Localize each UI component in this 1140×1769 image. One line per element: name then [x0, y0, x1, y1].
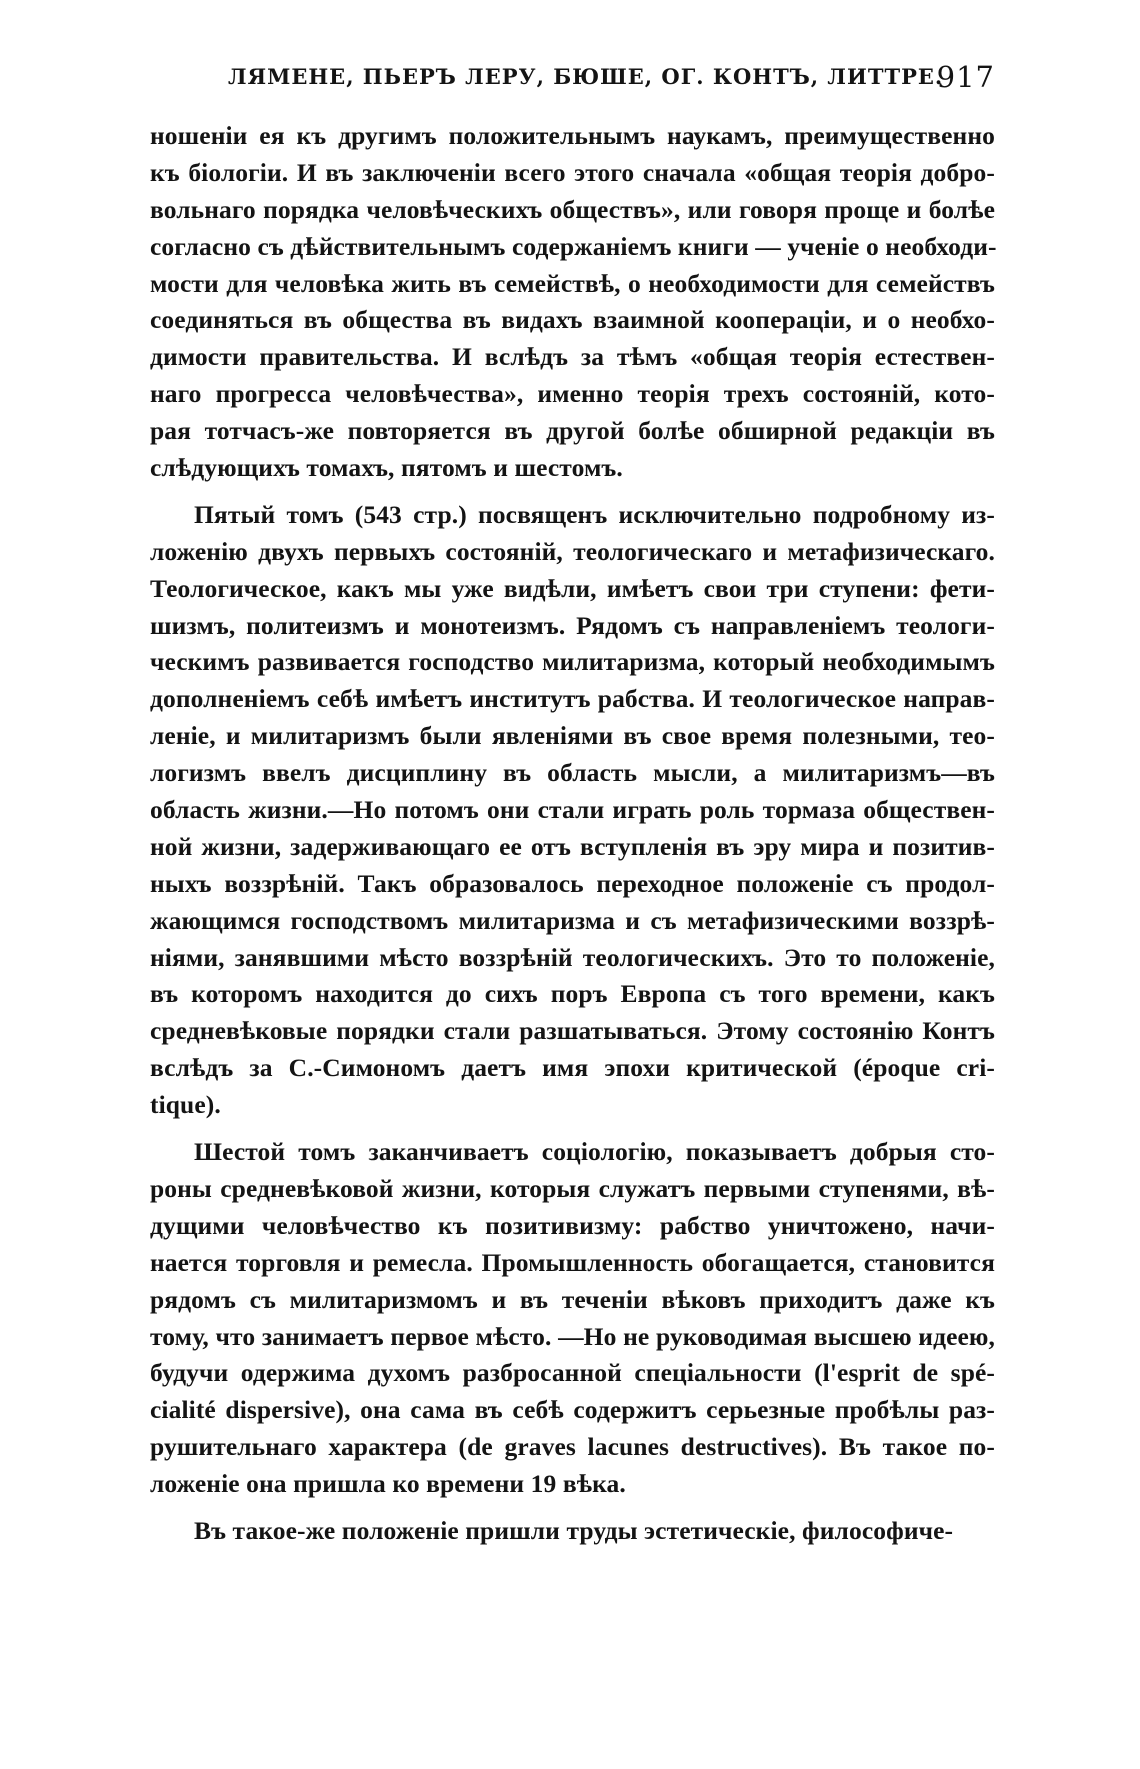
text-line: дополненіемъ себѣ имѣетъ институтъ рабства. И теологическое направ- [150, 684, 995, 714]
text-line: ческимъ развивается господство милитаризма, который необходимымъ [150, 647, 995, 677]
body-text [150, 118, 995, 1550]
text-line: рядомъ съ милитаризмомъ и въ теченіи вѣковъ приходитъ даже къ [150, 1284, 995, 1314]
text-line: Теологическое, какъ мы уже видѣли, имѣетъ свои три ступени: фети- [150, 573, 995, 603]
text-line: ложенію двухъ первыхъ состояній, теологическаго и метафизическаго. [150, 536, 995, 566]
paragraph [150, 1134, 995, 1503]
page-number: 917 [936, 60, 995, 94]
text-line: мости для человѣка жить въ семействѣ, о необходимости для семействъ [150, 268, 995, 298]
page-header [150, 60, 995, 100]
paragraph [150, 118, 995, 487]
text-line: tique). [150, 1090, 221, 1120]
paragraph [150, 497, 995, 1124]
text-line: димости правительства. И вслѣдъ за тѣмъ «общая теорія естествен- [150, 342, 995, 372]
text-line: наго прогресса человѣчества», именно теорія трехъ состояній, кото- [150, 379, 995, 409]
text-line: въ которомъ находится до сихъ поръ Европа съ того времени, какъ [150, 979, 995, 1009]
text-line: роны средневѣковой жизни, которыя служатъ первыми ступенями, вѣ- [150, 1173, 995, 1203]
text-line: согласно съ дѣйствительнымъ содержаніемъ книги — ученіе о необходи- [150, 231, 997, 261]
text-line: Шестой томъ заканчиваетъ соціологію, показываетъ добрыя сто- [194, 1137, 995, 1167]
text-line: ныхъ воззрѣній. Такъ образовалось переходное положеніе съ продол- [150, 868, 995, 898]
text-line: ной жизни, задерживающаго ее отъ вступленія въ эру мира и позитив- [150, 831, 995, 861]
text-line: шизмъ, политеизмъ и монотеизмъ. Рядомъ съ направленіемъ теологи- [150, 610, 995, 640]
text-line: рая тотчасъ-же повторяется въ другой болѣе обширной редакціи въ [150, 416, 995, 446]
paragraph [150, 1513, 995, 1550]
text-line: тому, что занимаетъ первое мѣсто. —Но не руководимая высшею идеею, [150, 1321, 995, 1351]
text-line: логизмъ ввелъ дисциплину въ область мысли, а милитаризмъ—въ [150, 758, 995, 788]
text-line: ложеніе она пришла ко времени 19 вѣка. [150, 1469, 626, 1499]
text-line: cialité dispersive), она сама въ себѣ содержитъ серьезные пробѣлы раз- [150, 1395, 995, 1425]
text-line: Въ такое-же положеніе пришли труды эстетическіе, философиче- [194, 1515, 954, 1545]
text-line: область жизни.—Но потомъ они стали играть роль тормаза обществен- [150, 795, 995, 825]
text-line: жающимся господствомъ милитаризма и съ метафизическими воззрѣ- [150, 905, 995, 935]
text-line: ніями, занявшими мѣсто воззрѣній теологическихъ. Это то положеніе, [150, 942, 995, 972]
text-line: вольнаго порядка человѣческихъ обществъ», или говоря проще и болѣе [150, 194, 995, 224]
text-line: къ біологіи. И въ заключеніи всего этого сначала «общая теорія добро- [150, 157, 995, 187]
text-line: слѣдующихъ томахъ, пятомъ и шестомъ. [150, 453, 623, 483]
text-line: дущими человѣчество къ позитивизму: рабство уничтожено, начи- [150, 1210, 995, 1240]
text-line: вслѣдъ за С.-Симономъ даетъ имя эпохи критической (époque cri- [150, 1053, 995, 1083]
text-line: соединяться въ общества въ видахъ взаимной коопераціи, и о необхо- [150, 305, 995, 335]
running-head: ЛЯМЕНЕ, ПЬЕРЪ ЛЕРУ, БЮШЕ, ОГ. КОНТЪ, ЛИТТРЕ. [228, 64, 944, 89]
text-line: нается торговля и ремесла. Промышленность обогащается, становится [150, 1247, 995, 1277]
text-line: леніе, и милитаризмъ были явленіями въ свое время полезными, тео- [150, 721, 995, 751]
text-line: Пятый томъ (543 стр.) посвященъ исключительно подробному из- [194, 499, 995, 529]
text-line: будучи одержима духомъ разбросанной спеціальности (l'esprit de spé- [150, 1358, 995, 1388]
text-line: средневѣковые порядки стали разшатываться. Этому состоянію Контъ [150, 1016, 995, 1046]
text-line: ношеніи ея къ другимъ положительнымъ наукамъ, преимущественно [150, 121, 995, 150]
text-line: рушительнаго характера (de graves lacunes destructives). Въ такое по- [150, 1432, 995, 1462]
